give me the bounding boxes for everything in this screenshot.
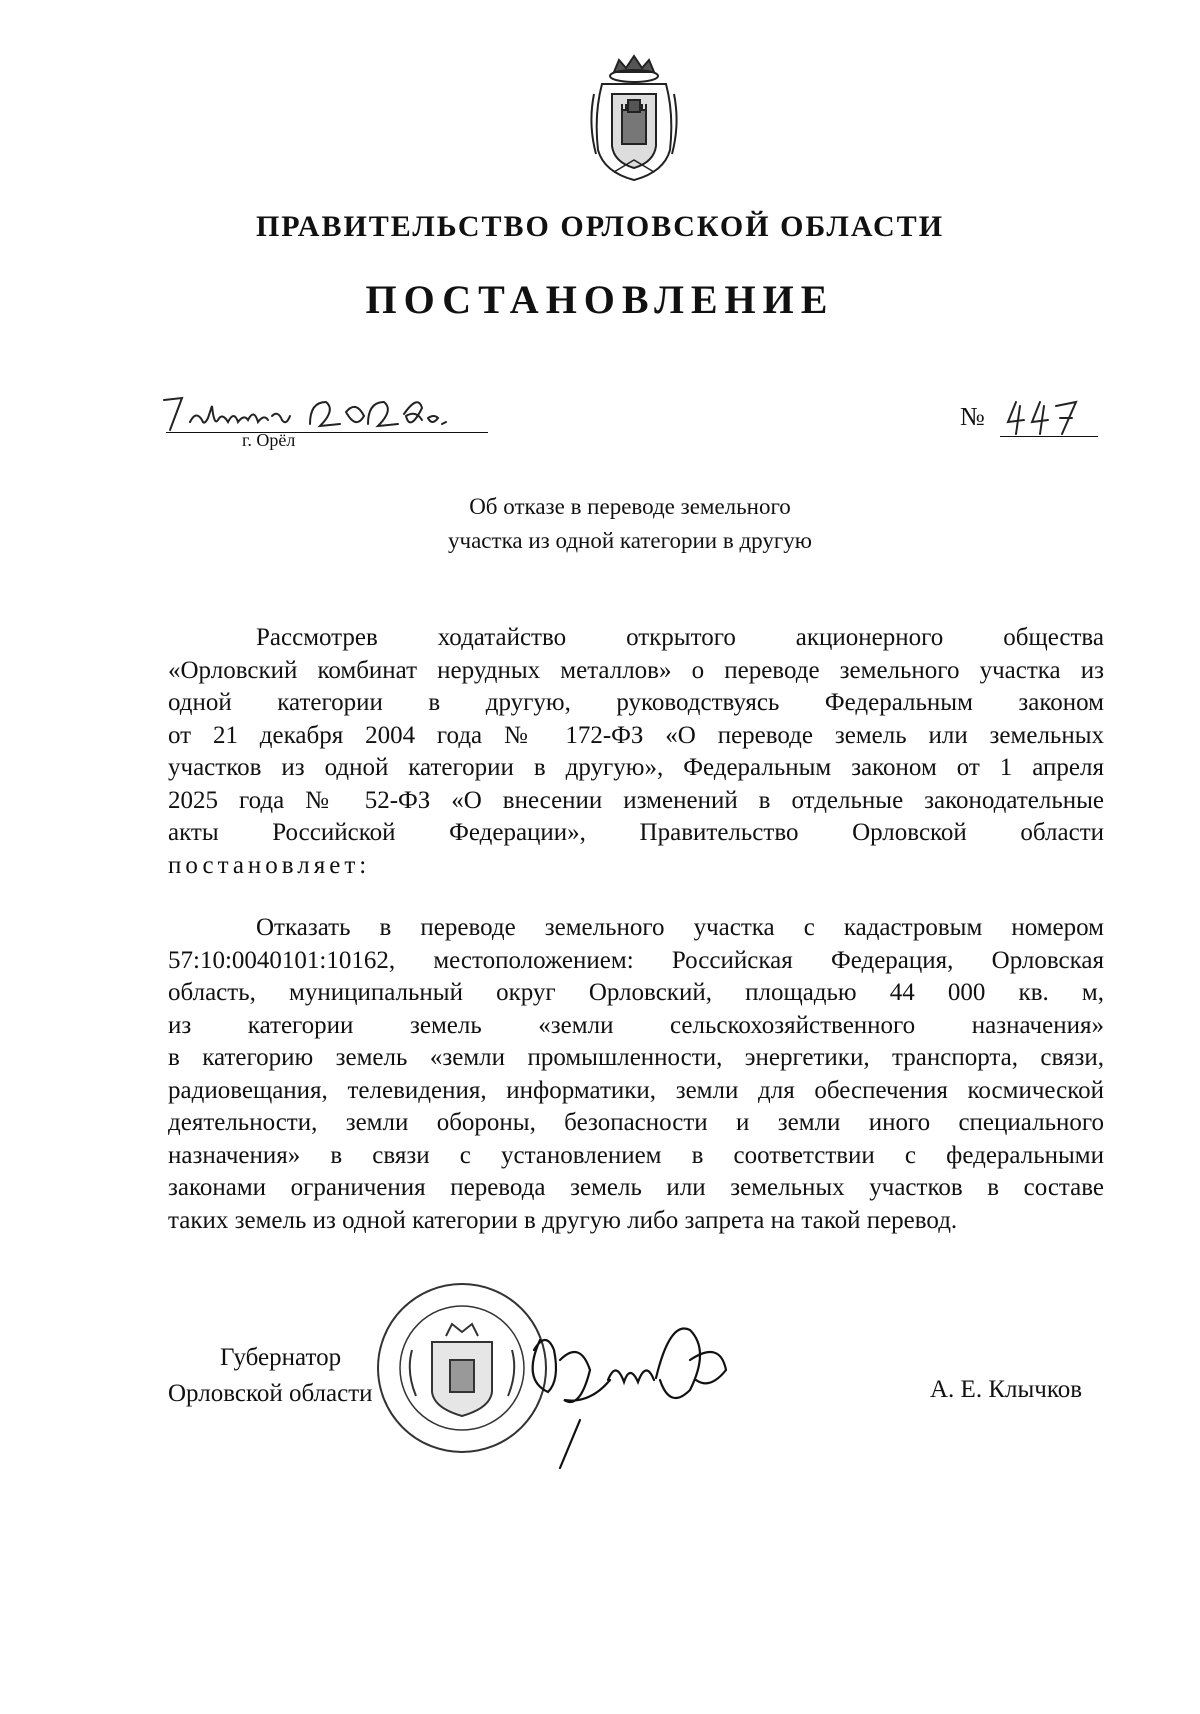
- document-subject: [300, 490, 960, 558]
- text-line: Рассмотрев ходатайство открытого акционерного общества: [256, 624, 1104, 651]
- handwritten-signature-icon: [520, 1320, 730, 1470]
- date-underline: [166, 432, 488, 433]
- text-line: 57:10:0040101:10162, местоположением: Российская Федерация, Орловская: [168, 946, 1104, 974]
- handwritten-number-icon: [1002, 396, 1082, 438]
- text-line: от 21 декабря 2004 года № 172-ФЗ «О переводе земель или земельных: [168, 721, 1104, 749]
- document-type-title: ПОСТАНОВЛЕНИЕ: [365, 277, 835, 322]
- text-line: из категории земель «земли сельскохозяйственного назначения»: [168, 1011, 1104, 1039]
- text-line: 2025 года № 52-ФЗ «О внесении изменений в отдельные законодательные: [168, 786, 1104, 814]
- text-line: таких земель из одной категории в другую либо запрета на такой перевод.: [168, 1206, 958, 1234]
- preamble-paragraph: [168, 622, 1104, 882]
- subject-line: участка из одной категории в другую: [448, 528, 812, 553]
- decree-word: постановляет:: [168, 851, 371, 879]
- text-line: одной категории в другую, руководствуясь Федеральным законом: [168, 689, 1104, 716]
- text-line: в категорию земель «земли промышленности, энергетики, транспорта, связи,: [168, 1044, 1104, 1071]
- date-field: [160, 386, 490, 450]
- text-line: участков из одной категории в другую», Федеральным законом от 1 апреля: [168, 754, 1104, 781]
- text-line: Отказать в переводе земельного участка с кадастровым номером: [256, 914, 1104, 941]
- text-line: «Орловский комбинат нерудных металлов» о переводе земельного участка из: [168, 656, 1104, 684]
- position-line: Губернатор: [220, 1344, 342, 1371]
- position-line: Орловской области: [168, 1380, 373, 1407]
- text-line: область, муниципальный округ Орловский, площадью 44 000 кв. м,: [168, 979, 1104, 1006]
- subject-line: Об отказе в переводе земельного: [469, 494, 791, 519]
- coat-of-arms-icon: [584, 54, 684, 182]
- document-number-field: [960, 396, 1100, 442]
- organization-title: ПРАВИТЕЛЬСТВО ОРЛОВСКОЙ ОБЛАСТИ: [255, 210, 945, 243]
- handwritten-date-icon: [160, 386, 490, 438]
- text-line: назначения» в связи с установлением в соответствии с федеральными: [168, 1141, 1104, 1169]
- text-line: деятельности, земли обороны, безопасности и земли иного специального: [168, 1109, 1104, 1136]
- text-line: законами ограничения перевода земель или земельных участков в составе: [168, 1174, 1104, 1201]
- signatory-name: А. Е. Клычков: [930, 1376, 1083, 1403]
- number-sign: №: [960, 402, 985, 431]
- text-line: радиовещания, телевидения, информатики, земли для обеспечения космической: [168, 1076, 1104, 1104]
- text-line: акты Российской Федерации», Правительство Орловской области: [168, 819, 1104, 846]
- operative-paragraph: [168, 912, 1104, 1237]
- city-label: г. Орёл: [242, 430, 296, 450]
- signatory-position: [168, 1340, 373, 1412]
- number-underline: [1000, 436, 1098, 437]
